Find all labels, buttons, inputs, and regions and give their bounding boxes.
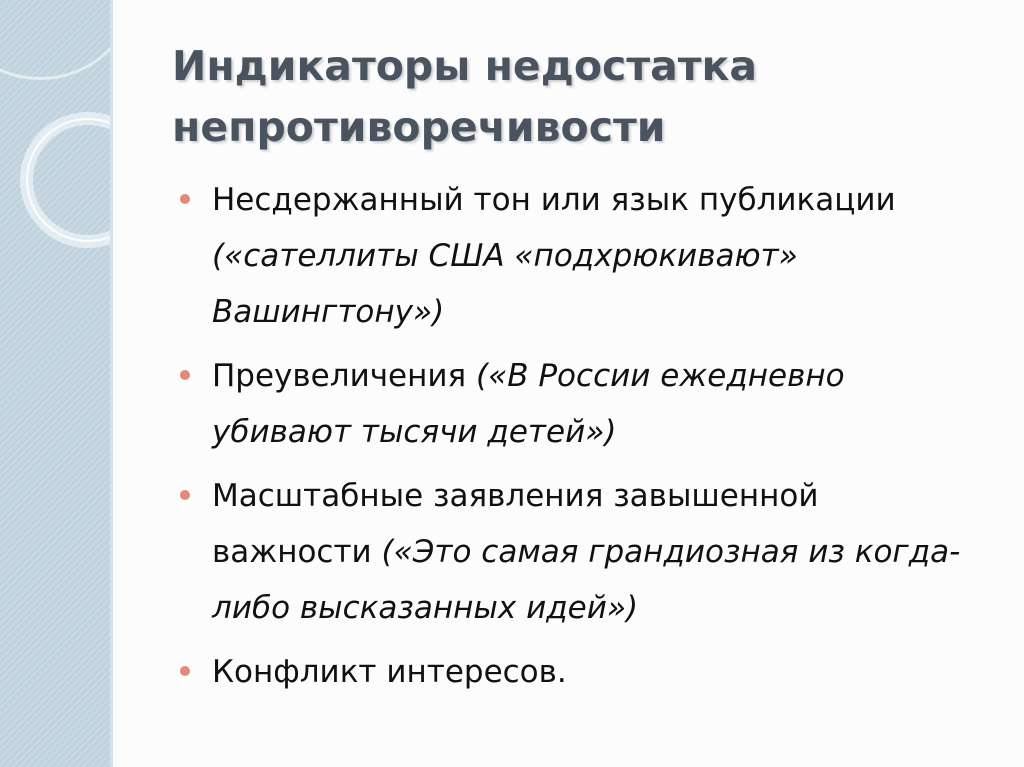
- bullet-dot-icon: [180, 666, 190, 676]
- bullet-text: Преувеличения: [212, 358, 477, 394]
- bullet-text: Конфликт интересов.: [212, 654, 567, 690]
- bullet-example: («В России ежедневно убивают тысячи детей»): [212, 358, 845, 450]
- decorative-ring-top: [0, 0, 110, 80]
- bullet-item-conflict-of-interest: [180, 644, 980, 700]
- decorative-side-panel: [0, 0, 110, 767]
- bullet-example: («Это самая грандиозная из когда-либо высказанных идей»): [212, 534, 961, 626]
- bullet-item-grand-claims: [180, 468, 980, 636]
- bullet-dot-icon: [180, 194, 190, 204]
- side-panel-edge: [110, 0, 113, 767]
- bullet-item-exaggerations: [180, 348, 980, 460]
- bullet-list: [180, 172, 980, 708]
- bullet-dot-icon: [180, 370, 190, 380]
- bullet-text: Масштабные заявления завышенной важности: [212, 478, 819, 570]
- bullet-dot-icon: [180, 490, 190, 500]
- bullet-example: («сателлиты США «подхрюкивают» Вашингтону»): [212, 238, 798, 330]
- bullet-text: Несдержанный тон или язык публикации: [212, 182, 896, 218]
- bullet-item-unrestrained-tone: [180, 172, 980, 340]
- slide-title: Индикаторы недостатка непротиворечивости: [172, 42, 758, 151]
